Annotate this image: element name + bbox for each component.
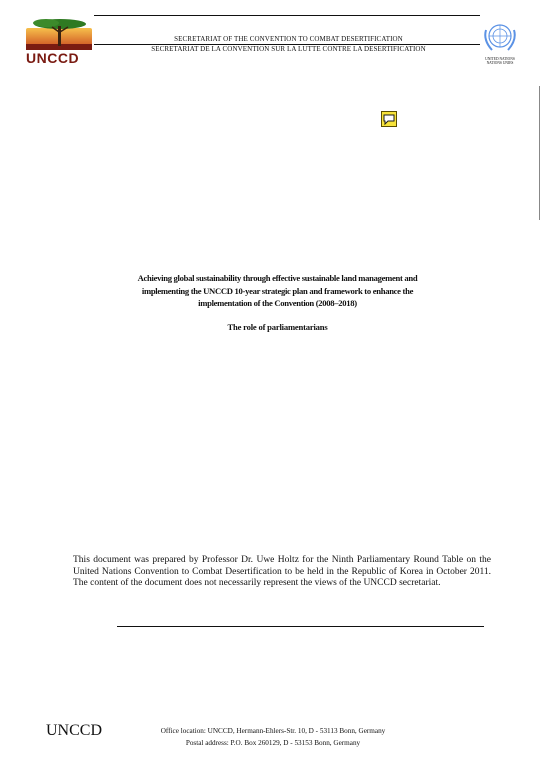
margin-bar <box>539 86 540 220</box>
un-emblem <box>480 16 520 56</box>
un-caption-english: UNITED NATIONS <box>485 57 515 61</box>
title-line: implementation of the Convention (2008–2018) <box>198 298 357 308</box>
document-subtitle: The role of parliamentarians <box>227 322 328 332</box>
un-caption <box>474 57 526 66</box>
document-title <box>100 272 455 310</box>
un-caption-french: NATIONS UNIES <box>486 61 514 66</box>
footer-postal-address: Postal address: P.O. Box 260129, D - 53153 Bonn, Germany <box>185 739 361 747</box>
speech-bubble-icon <box>382 112 396 126</box>
header-french: SECRETARIAT DE LA CONVENTION SUR LA LUTTE CONTRE LA DESERTIFICATION <box>151 45 426 53</box>
body-divider <box>117 626 484 627</box>
title-line: Achieving global sustainability through effective sustainable land management and <box>137 273 418 283</box>
authorship-note: This document was prepared by Professor Dr. Uwe Holtz for the Ninth Parliamentary Round Table on the United Nations Convention to Combat Desertification to be held in the Republic of Korea in October 2011. The content of the document does not necessarily represent the views of the UNCCD secretariat. <box>73 555 491 589</box>
comment-icon[interactable] <box>381 111 397 127</box>
un-wreath-icon <box>480 16 520 56</box>
header-english: SECRETARIAT OF THE CONVENTION TO COMBAT DESERTIFICATION <box>174 35 403 43</box>
footer-brand: UNCCD <box>46 722 103 739</box>
acacia-tree-icon <box>24 14 94 54</box>
footer-office-address: Office location: UNCCD, Hermann-Ehlers-Str. 10, D - 53113 Bonn, Germany <box>160 727 386 735</box>
title-line: implementing the UNCCD 10-year strategic plan and framework to enhance the <box>141 285 414 296</box>
logo-wordmark: UNCCD <box>26 50 80 66</box>
header-top-rule <box>94 15 480 16</box>
